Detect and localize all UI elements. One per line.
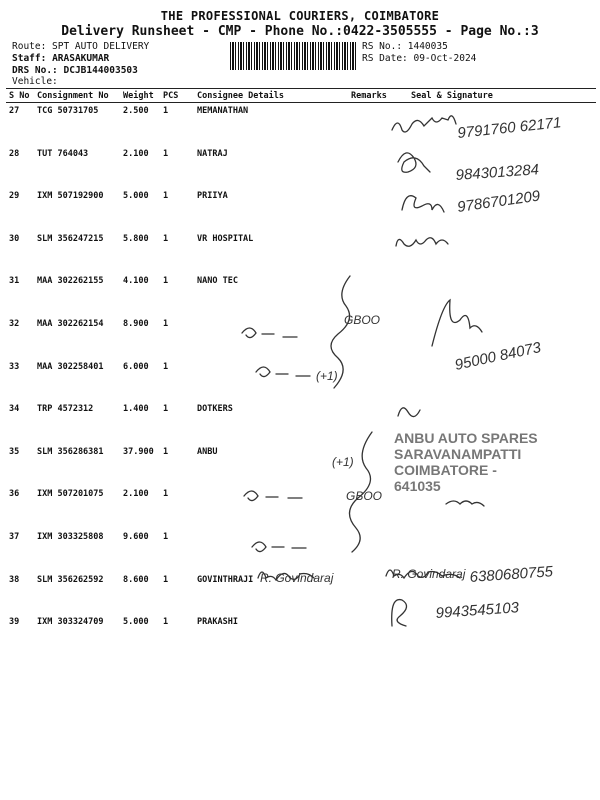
cell-consignee: VR HOSPITAL: [197, 233, 254, 244]
cell-consignment: SLM 356286381: [37, 446, 104, 457]
cell-seal-signature: [408, 359, 596, 402]
cell-seal-signature: [408, 316, 596, 359]
table-row: [6, 359, 596, 402]
rs-date: RS Date: 09-Oct-2024: [362, 53, 477, 64]
cell-consignment: MAA 302262155: [37, 276, 104, 287]
table-row: [6, 614, 596, 657]
table-row: [6, 146, 596, 189]
handwritten-mark: R. Govindaraj: [260, 571, 334, 585]
cell-sno: 33: [9, 361, 20, 372]
rs-number: RS No.: 1440035: [362, 41, 448, 52]
cell-seal-signature: [408, 188, 596, 231]
staff-name: ARASAKUMAR: [52, 53, 110, 64]
stamp-line-2: SARAVANAMPATTI: [394, 446, 522, 462]
cell-consignment: TUT 764043: [37, 148, 89, 159]
cell-seal-signature: [408, 614, 596, 657]
cell-consignment: MAA 302258401: [37, 361, 104, 372]
col-remarks: Remarks: [348, 89, 408, 103]
handwritten-mark: GBOO: [344, 313, 381, 327]
cell-consignment: MAA 302262154: [37, 318, 104, 329]
company-stamp: [394, 430, 544, 494]
cell-remarks: [348, 359, 408, 402]
cell-pcs: 1: [163, 489, 169, 500]
cell-consignee: GOVINTHRAJI: [197, 574, 254, 585]
cell-pcs: 1: [163, 446, 169, 457]
cell-pcs: 1: [163, 276, 169, 287]
cell-seal-signature: [408, 103, 596, 146]
cell-seal-signature: [408, 572, 596, 615]
cell-seal-signature: [408, 529, 596, 572]
table-row: [6, 529, 596, 572]
cell-sno: 34: [9, 404, 20, 415]
cell-weight: 1.400: [123, 404, 149, 415]
cell-consignee: NATRAJ: [197, 148, 228, 159]
cell-pcs: 1: [163, 148, 169, 159]
handwritten-phone: 6380680755: [469, 563, 554, 586]
cell-consignment: IXM 507201075: [37, 489, 104, 500]
cell-sno: 35: [9, 446, 20, 457]
handwritten-phone: 95000 84073: [453, 339, 543, 374]
cell-consignee: PRIIYA: [197, 191, 228, 202]
cell-weight: 8.900: [123, 318, 149, 329]
cell-weight: 5.000: [123, 191, 149, 202]
handwritten-mark: R. Govindaraj: [392, 567, 466, 581]
route-text: Route: SPT AUTO DELIVERY: [12, 41, 150, 52]
cell-pcs: 1: [163, 531, 169, 542]
cell-remarks: [348, 572, 408, 615]
cell-consignee: PRAKASHI: [197, 617, 238, 628]
table-row: [6, 572, 596, 615]
cell-pcs: 1: [163, 361, 169, 372]
cell-consignee: MEMANATHAN: [197, 106, 249, 116]
cell-weight: 6.000: [123, 361, 149, 372]
handwritten-mark: (+1): [316, 369, 338, 383]
col-weight: Weight: [120, 89, 160, 103]
company-title: THE PROFESSIONAL COURIERS, COIMBATORE: [160, 9, 440, 23]
cell-consignee: [194, 359, 348, 402]
stamp-line-1: ANBU AUTO SPARES: [394, 430, 538, 446]
table-row: [6, 103, 596, 146]
cell-consignment: SLM 356247215: [37, 233, 104, 244]
cell-weight: 2.100: [123, 489, 149, 500]
cell-sno: 27: [9, 106, 20, 116]
cell-consignee: [194, 316, 348, 359]
cell-pcs: 1: [163, 574, 169, 585]
table-row: [6, 316, 596, 359]
cell-weight: 37.900: [123, 446, 154, 457]
handwritten-mark: GBOO: [346, 489, 383, 503]
cell-remarks: [348, 316, 408, 359]
cell-weight: 8.600: [123, 574, 149, 585]
cell-weight: 2.500: [123, 106, 149, 116]
table-row: [6, 188, 596, 231]
cell-consignment: SLM 356262592: [37, 574, 104, 585]
staff-label: Staff:: [12, 53, 47, 64]
cell-seal-signature: [408, 146, 596, 189]
handwritten-phone: 9843013284: [455, 161, 540, 184]
drs-label: DRS No.:: [12, 65, 58, 76]
cell-sno: 28: [9, 148, 20, 159]
col-pcs: PCS: [160, 89, 194, 103]
handwritten-mark: (+1): [332, 455, 354, 469]
cell-remarks: [348, 529, 408, 572]
cell-pcs: 1: [163, 617, 169, 628]
cell-consignee: DOTKERS: [197, 404, 233, 415]
cell-pcs: 1: [163, 191, 169, 202]
cell-pcs: 1: [163, 106, 169, 116]
col-sno: S No: [6, 89, 34, 103]
cell-pcs: 1: [163, 318, 169, 329]
cell-remarks: [348, 103, 408, 146]
cell-seal-signature: [408, 273, 596, 316]
cell-pcs: 1: [163, 233, 169, 244]
cell-remarks: [348, 614, 408, 657]
cell-remarks: [348, 188, 408, 231]
cell-consignment: TRP 4572312: [37, 404, 94, 415]
table-header-row: [6, 89, 596, 103]
table-row: [6, 231, 596, 274]
runsheet-title: Delivery Runsheet - CMP - Phone No.:0422-3505555 - Page No.:3: [61, 24, 539, 39]
cell-remarks: [348, 231, 408, 274]
vehicle-text: Vehicle:: [12, 76, 58, 87]
cell-weight: 2.100: [123, 148, 149, 159]
cell-consignee: NANO TEC: [197, 276, 238, 287]
handwritten-phone: 9791760 62171: [456, 114, 563, 142]
cell-sno: 39: [9, 617, 20, 628]
cell-consignee: [194, 529, 348, 572]
col-consignee: Consignee Details: [194, 89, 348, 103]
runsheet-table: [6, 88, 596, 657]
cell-seal-signature: [408, 231, 596, 274]
cell-sno: 31: [9, 276, 20, 287]
cell-pcs: 1: [163, 404, 169, 415]
cell-consignment: IXM 303325808: [37, 531, 104, 542]
table-row: [6, 273, 596, 316]
cell-weight: 5.800: [123, 233, 149, 244]
drs-number: DCJB144003503: [63, 65, 138, 76]
col-consignment: Consignment No: [34, 89, 120, 103]
cell-consignee: ANBU: [197, 446, 218, 457]
cell-consignment: IXM 507192900: [37, 191, 104, 202]
handwritten-phone: 9786701209: [456, 187, 542, 216]
drs-line: [12, 65, 138, 76]
cell-weight: 4.100: [123, 276, 149, 287]
cell-remarks: [348, 273, 408, 316]
staff-line: [12, 53, 109, 64]
cell-sno: 38: [9, 574, 20, 585]
cell-consignment: TCG 50731705: [37, 106, 99, 116]
cell-sno: 37: [9, 531, 20, 542]
cell-consignee: [194, 486, 348, 529]
handwritten-phone: 9943545103: [435, 599, 520, 622]
cell-remarks: [348, 146, 408, 189]
barcode: [230, 42, 356, 70]
cell-sno: 36: [9, 489, 20, 500]
cell-sno: 32: [9, 318, 20, 329]
col-seal-signature: Seal & Signature: [408, 89, 596, 103]
cell-sno: 29: [9, 191, 20, 202]
cell-weight: 9.600: [123, 531, 149, 542]
cell-consignment: IXM 303324709: [37, 617, 104, 628]
cell-weight: 5.000: [123, 617, 149, 628]
cell-sno: 30: [9, 233, 20, 244]
stamp-line-3: COIMBATORE - 641035: [394, 462, 497, 494]
